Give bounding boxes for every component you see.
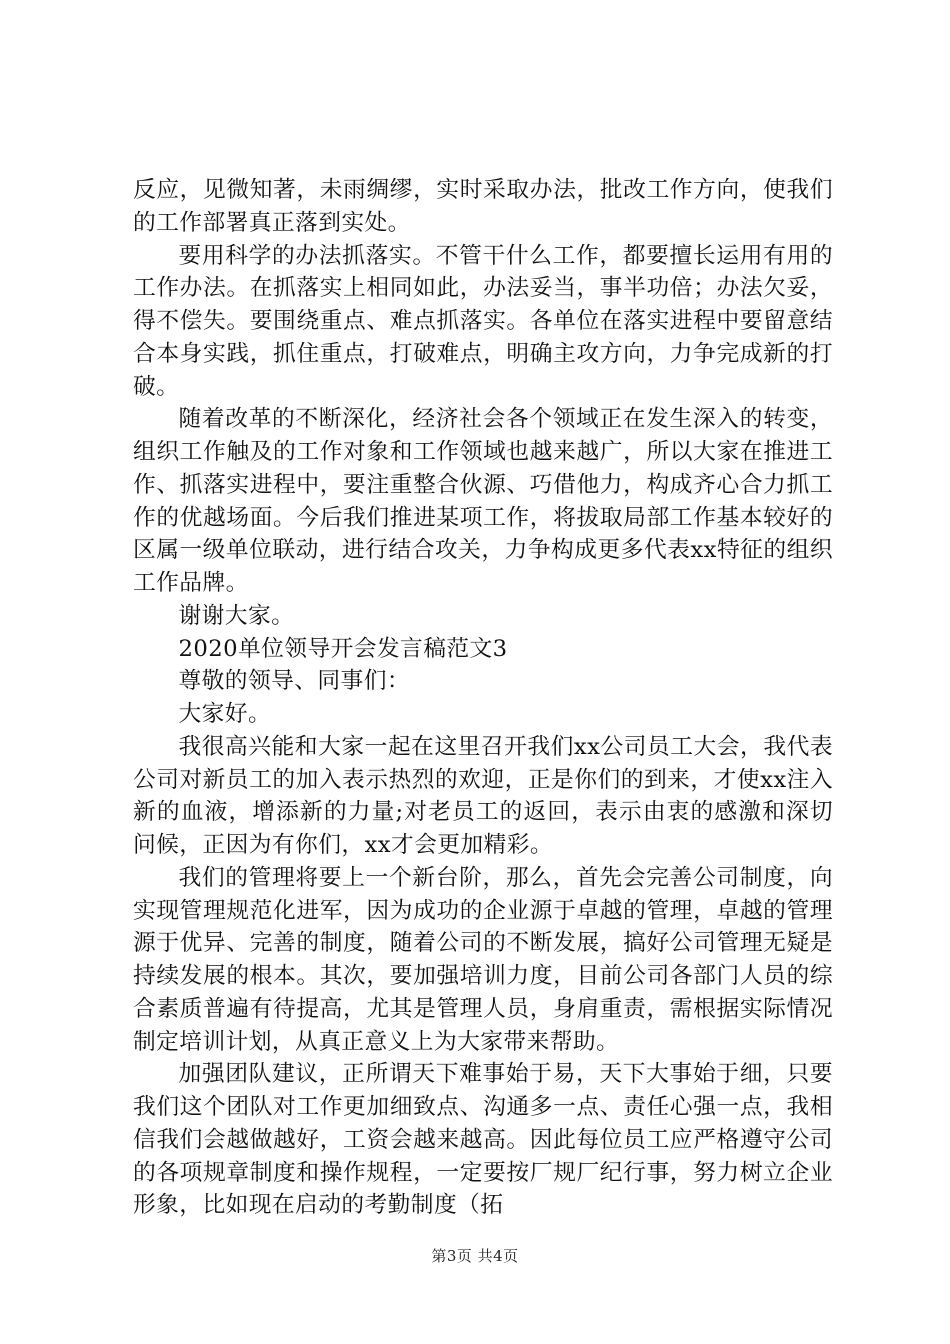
greeting: 大家好。 <box>178 701 272 727</box>
paragraph: 反应，见微知著，未雨绸缪，实时采取办法，批改工作方向，使我们的工作部署真正落到实处。 <box>133 177 833 236</box>
page-number: 第3页 共4页 <box>431 1247 519 1265</box>
paragraph: 要用科学的办法抓落实。不管干什么工作，都要擅长运用有用的工作办法。在抓落实上相同如此，办法妥当，事半功倍；办法欠妥，得不偿失。要围绕重点、难点抓落实。各单位在落实进程中要留意结合本身实践，抓住重点，打破难点，明确主攻方向，力争完成新的打破。 <box>133 242 833 400</box>
paragraph: 我们的管理将要上一个新台阶，那么，首先会完善公司制度，向实现管理规范化进军，因为成功的企业源于卓越的管理，卓越的管理源于优异、完善的制度，随着公司的不断发展，搞好公司管理无疑是持续发展的根本。其次，要加强培训力度，目前公司各部门人员的综合素质普遍有待提高，尤其是管理人员，身肩重责，需根据实际情况制定培训计划，从真正意义上为大家带来帮助。 <box>133 864 833 1055</box>
paragraph: 加强团队建议，正所谓天下难事始于易，天下大事始于细，只要我们这个团队对工作更加细致点、沟通多一点、责任心强一点，我相信我们会越做越好，工资会越来越高。因此每位员工应严格遵守公司的各项规章制度和操作规程，一定要按厂规厂纪行事，努力树立企业形象，比如现在启动的考勤制度（拓 <box>133 1061 833 1219</box>
paragraph: 随着改革的不断深化，经济社会各个领域正在发生深入的转变，组织工作触及的工作对象和工作领域也越来越广，所以大家在推进工作、抓落实进程中，要注重整合伙源、巧借他力，构成齐心合力抓工作的优越场面。今后我们推进某项工作，将拔取局部工作基本较好的区属一级单位联动，进行结合攻关，力争构成更多代表xx特征的组织工作品牌。 <box>133 406 833 596</box>
paragraph: 我很高兴能和大家一起在这里召开我们xx公司员工大会，我代表公司对新员工的加入表示热烈的欢迎，正是你们的到来，才使xx注入新的血液，增添新的力量;对老员工的返回，表示由衷的感激和深切问候，正因为有你们，xx才会更加精彩。 <box>133 733 833 858</box>
body-text <box>133 174 833 1222</box>
salutation: 尊敬的领导、同事们： <box>178 668 410 695</box>
paragraph: 谢谢大家。 <box>178 602 295 629</box>
section-heading: 2020单位领导开会发言稿范文3 <box>178 635 508 662</box>
